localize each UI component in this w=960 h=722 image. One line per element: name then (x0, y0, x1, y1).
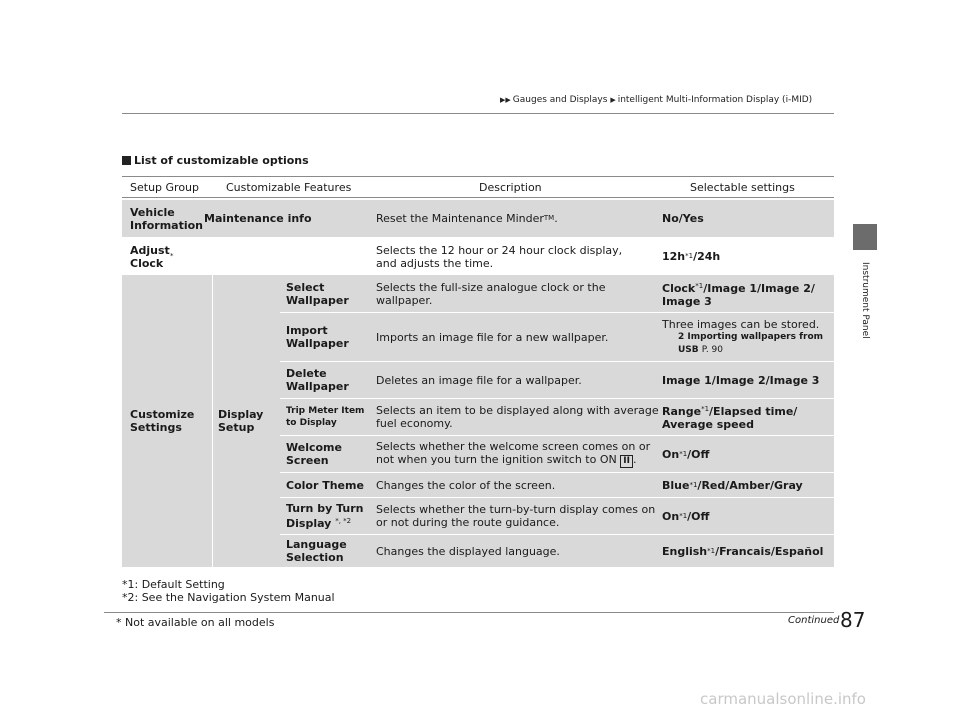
description-adjust-clock: Selects the 12 hour or 24 hour clock display, and adjusts the time. (376, 243, 623, 270)
cross-reference-icon: 2 (678, 332, 685, 342)
settings-maintenance-info: No/Yes (662, 212, 704, 225)
settings-color-theme: Blue *1 /Red/Amber/Gray (662, 478, 803, 492)
settings-turn-by-turn-display: On *1 /Off (662, 509, 710, 523)
feature-import-wallpaper: Import Wallpaper (286, 324, 349, 350)
settings-select-wallpaper: Clock$^{*1}$/Image 1/Image 2/ Image 3 (662, 281, 815, 308)
chapter-tab-marker (853, 224, 877, 250)
description-turn-by-turn-display: Selects whether the turn-by-turn display comes on or not during the route guidance. (376, 503, 656, 529)
breadcrumb-part-2: intelligent Multi-Information Display (i-MID) (617, 95, 813, 105)
feature-welcome-screen: Welcome Screen (286, 441, 342, 467)
square-bullet-icon (122, 156, 131, 165)
feature-trip-meter: Trip Meter Item to Display (286, 406, 365, 428)
footer-rule (104, 612, 834, 613)
feature-maintenance-info: Maintenance info (204, 212, 312, 225)
cross-reference-link[interactable]: Importing wallpapers from USB (678, 332, 824, 355)
settings-delete-wallpaper: Image 1/Image 2/Image 3 (662, 373, 820, 387)
header-setup-group: Setup Group (130, 181, 200, 194)
description-maintenance-info: Reset the Maintenance Minder TM . (376, 212, 558, 225)
group-adjust-clock: Adjust Clock * (130, 243, 174, 270)
group-customize-settings: Customize Settings (130, 408, 195, 434)
description-color-theme: Changes the color of the screen. (376, 478, 556, 492)
settings-trip-meter: Range$^{*1}$/Elapsed time/ Average speed (662, 405, 798, 431)
feature-color-theme: Color Theme (286, 478, 364, 492)
page-number: 87 (840, 608, 866, 632)
table-header (122, 176, 834, 198)
description-language-selection: Changes the displayed language. (376, 544, 560, 558)
feature-delete-wallpaper: Delete Wallpaper (286, 367, 349, 393)
header-customizable-features: Customizable Features (226, 181, 352, 194)
group-display-setup: Display Setup (218, 408, 264, 434)
feature-turn-by-turn-display: Turn by Turn Display $^{*, *2}$ (286, 502, 364, 530)
footnote-navigation-manual: *2: See the Navigation System Manual (122, 591, 335, 604)
header-rule (122, 113, 834, 114)
settings-adjust-clock: 12h *1 /24h (662, 250, 721, 263)
watermark: carmanualsonline.info (700, 690, 866, 708)
footnote-default-setting: *1: Default Setting (122, 578, 225, 591)
feature-select-wallpaper: Select Wallpaper (286, 280, 349, 307)
continued-label: Continued (788, 615, 840, 626)
feature-language-selection: Language Selection (286, 538, 347, 564)
header-selectable-settings: Selectable settings (690, 181, 795, 194)
breadcrumb-arrow-icon: ▶ (610, 96, 616, 104)
chapter-side-label: Instrument Panel (860, 262, 870, 339)
settings-import-wallpaper: Three images can be stored. 2 Importing wallpapers from USB P. 90 (662, 318, 824, 355)
column-divider (212, 275, 213, 567)
breadcrumb-part-1: Gauges and Displays (512, 95, 608, 105)
models-availability-note: * Not available on all models (116, 616, 275, 629)
settings-language-selection: English *1 /Francais/Español (662, 544, 824, 558)
description-trip-meter: Selects an item to be displayed along with average fuel economy. (376, 404, 659, 430)
description-delete-wallpaper: Deletes an image file for a wallpaper. (376, 373, 582, 387)
breadcrumb (500, 95, 812, 105)
group-vehicle-information: Vehicle Information (130, 205, 203, 232)
header-description: Description (479, 181, 542, 194)
description-welcome-screen: Selects whether the welcome screen comes on or not when you turn the ignition switch to ON II . (376, 440, 651, 466)
description-import-wallpaper: Imports an image file for a new wallpaper. (376, 330, 609, 344)
breadcrumb-arrow-icon: ▶▶ (500, 96, 511, 104)
ignition-position-key-icon: II (620, 455, 633, 468)
description-select-wallpaper: Selects the full-size analogue clock or the wallpaper. (376, 280, 606, 307)
settings-welcome-screen: On *1 /Off (662, 447, 710, 461)
section-title: List of customizable options (122, 154, 309, 167)
